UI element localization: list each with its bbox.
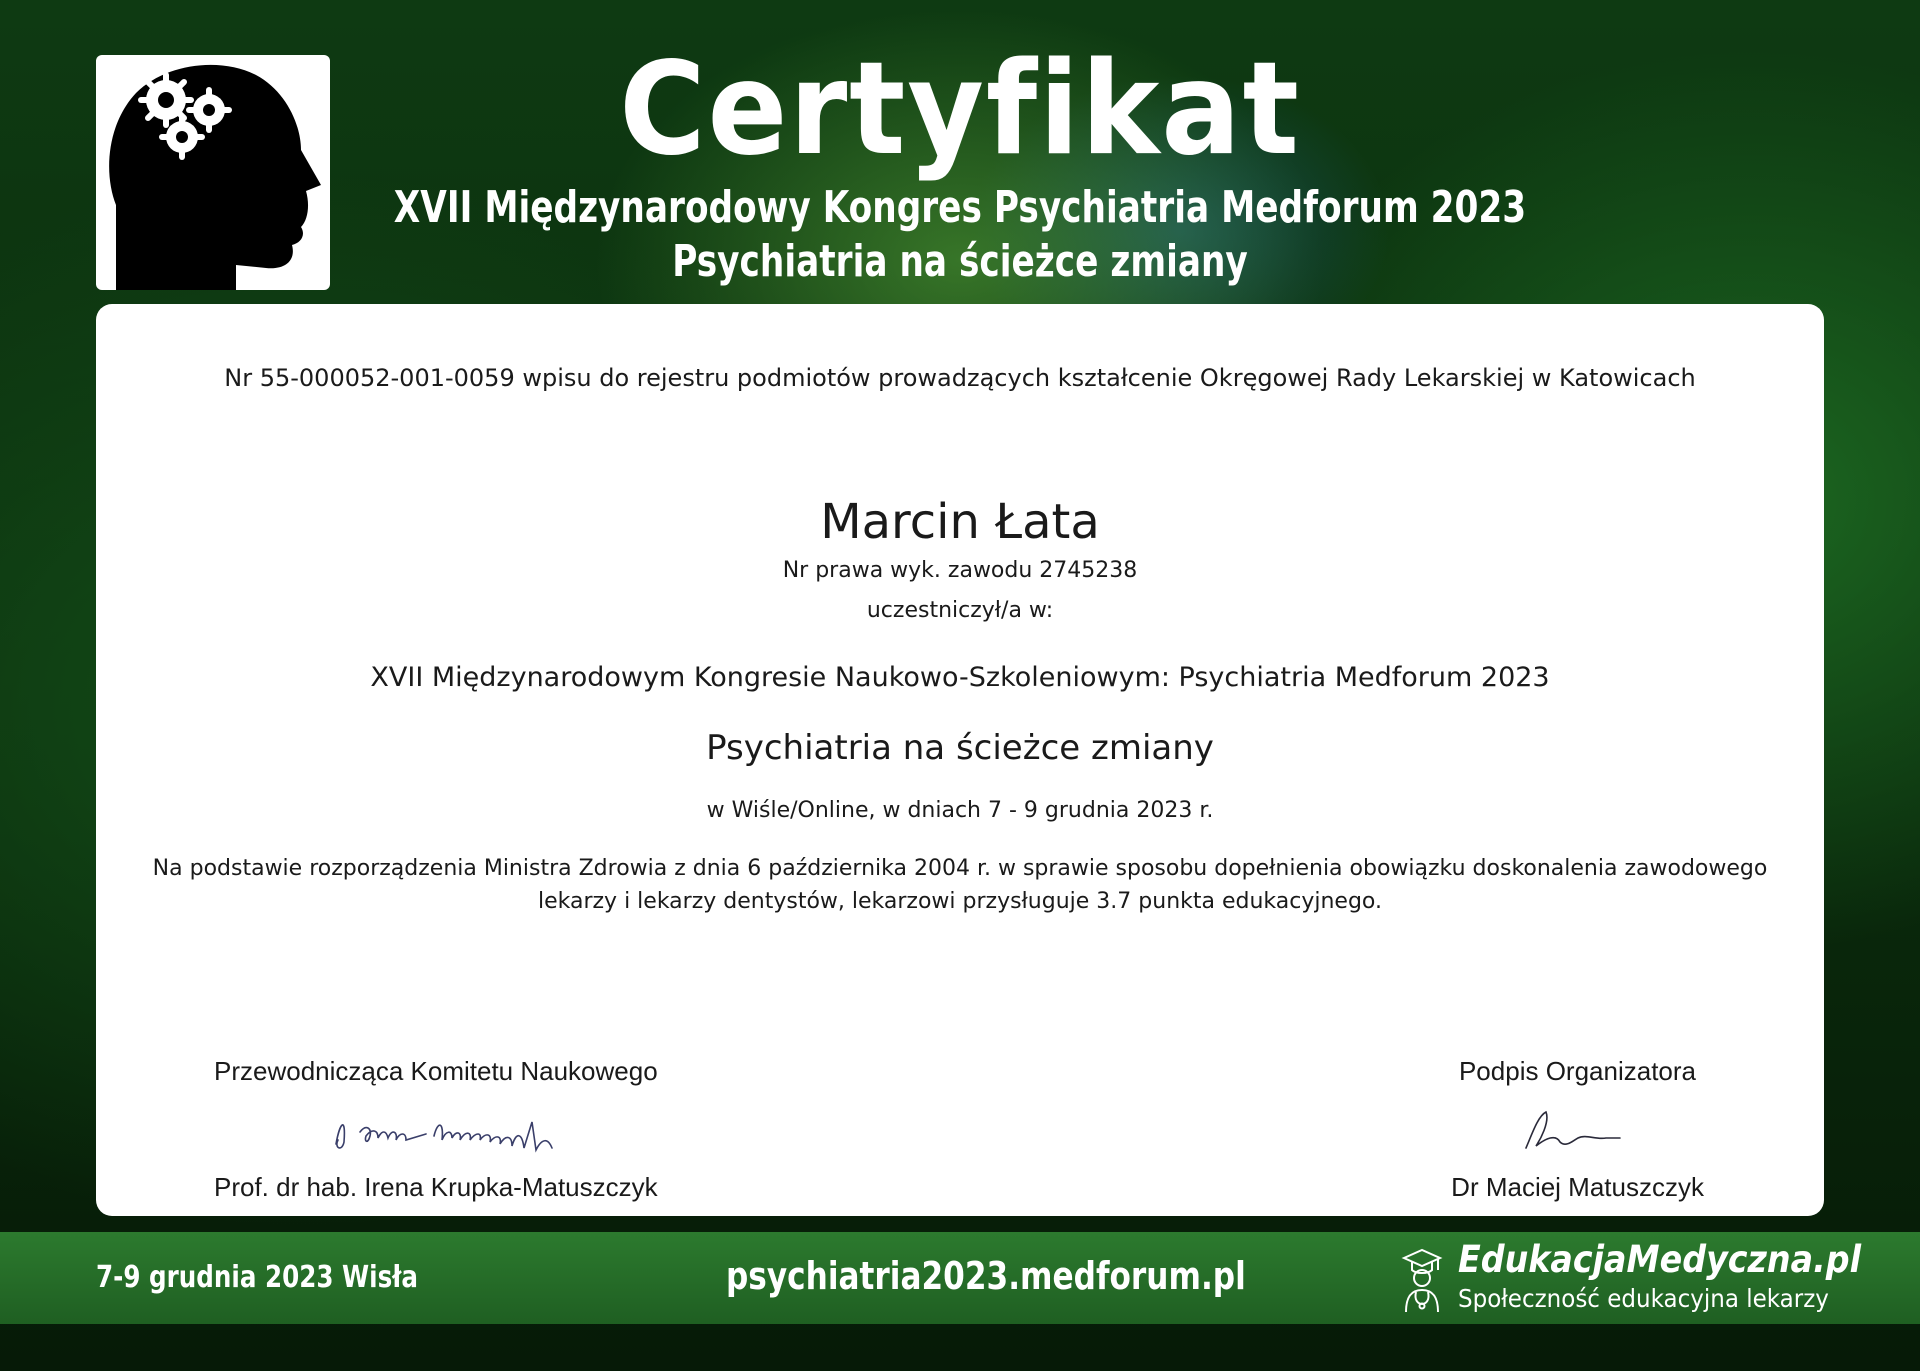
- graduate-doctor-icon: [1400, 1244, 1444, 1314]
- participant-name: Marcin Łata: [820, 494, 1100, 550]
- certificate-panel: [96, 304, 1824, 1216]
- event-motto: Psychiatria na ścieżce zmiany: [706, 728, 1214, 768]
- license-number: Nr prawa wyk. zawodu 2745238: [782, 558, 1138, 583]
- congress-name: XVII Międzynarodowy Kongres Psychiatria Medforum 2023: [393, 182, 1527, 233]
- event-name: XVII Międzynarodowym Kongresie Naukowo-Szkoleniowym: Psychiatria Medforum 2023: [370, 662, 1550, 693]
- right-signature: [1516, 1104, 1626, 1160]
- registry-number: Nr 55-000052-001-0059 wpisu do rejestru podmiotów prowadzących kształcenie Okręgowej Rady Lekarskiej w Katowicach: [224, 364, 1696, 392]
- left-signature: [326, 1102, 566, 1162]
- participation-label: uczestniczył/a w:: [866, 598, 1054, 623]
- certificate-title: Certyfikat: [619, 35, 1301, 184]
- brand-tagline: Społeczność edukacyjna lekarzy: [1458, 1284, 1829, 1313]
- footer-date-place: 7-9 grudnia 2023 Wisła: [96, 1260, 418, 1295]
- legal-basis: Na podstawie rozporządzenia Ministra Zdrowia z dnia 6 października 2004 r. w sprawie sposobu dopełnienia obowiązku doskonalenia zawodowego lekarzy i lekarzy dentystów, lekarzowi przysługuje 3.7 punkta edukacyjnego.: [152, 856, 1768, 914]
- footer-url: psychiatria2023.medforum.pl: [726, 1254, 1246, 1298]
- left-signatory-role: Przewodnicząca Komitetu Naukowego: [214, 1056, 658, 1086]
- right-signatory-name: Dr Maciej Matuszczyk: [1451, 1172, 1704, 1202]
- left-signatory-name: Prof. dr hab. Irena Krupka-Matuszczyk: [214, 1172, 658, 1202]
- event-place-date: w Wiśle/Online, w dniach 7 - 9 grudnia 2023 r.: [706, 798, 1214, 823]
- footer-bar: [0, 1232, 1920, 1324]
- brand-name: EdukacjaMedyczna.pl: [1458, 1238, 1862, 1281]
- right-signatory-role: Podpis Organizatora: [1458, 1056, 1696, 1086]
- congress-motto: Psychiatria na ścieżce zmiany: [672, 236, 1248, 287]
